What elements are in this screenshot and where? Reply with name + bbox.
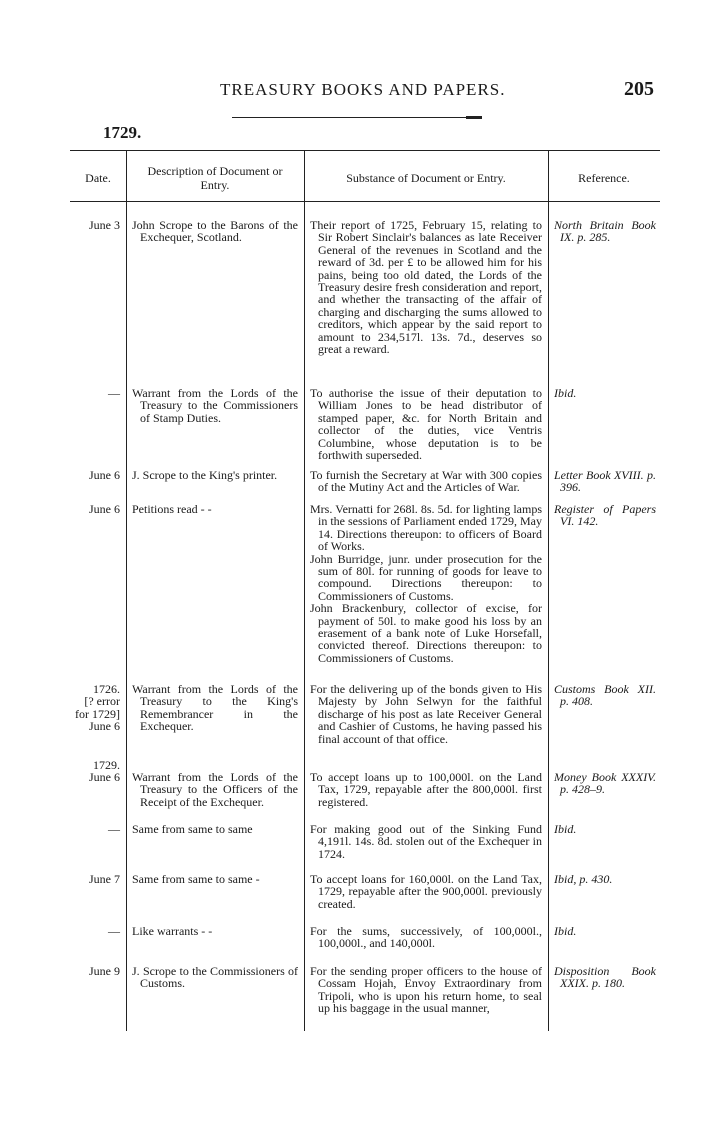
entry-reference: Ibid. (554, 924, 577, 938)
date-line: June 6 (89, 770, 120, 785)
entry-description: Warrant from the Lords of the Treasury to the Commissioners of Stamp Duties. (132, 386, 298, 425)
entry-description: Same from same to same (132, 822, 253, 836)
entry-date: — (108, 924, 120, 938)
entry-date: — (108, 386, 120, 400)
petition-entry: Mrs. Vernatti for 268l. 8s. 5d. for lighting lamps in the sessions of Parliament ended 1729, May 14. Directions thereupon: to officers of Board of Works. (310, 502, 542, 554)
date-line: for 1729] (75, 706, 120, 721)
column-divider (548, 151, 549, 1031)
entry-reference: Letter Book XVIII. p. 396. (554, 468, 656, 495)
column-header-reference: Reference. (578, 171, 630, 185)
entry-date: June 6 (89, 502, 120, 516)
page-number: 205 (624, 78, 654, 100)
entry-reference: Register of Papers VI. 142. (554, 502, 656, 529)
entry-reference: Disposition Book XXIX. p. 180. (554, 964, 656, 991)
running-title: TREASURY BOOKS AND PAPERS. (220, 80, 506, 99)
column-header-substance: Substance of Document or Entry. (346, 171, 506, 185)
entry-substance: To accept loans up to 100,000l. on the Land Tax, 1729, repayable after the 800,000l. first registered. (310, 770, 542, 809)
entry-date: June 6 (89, 468, 120, 482)
entry-substance: For the sending proper officers to the house of Cossam Hojah, Envoy Extraordinary from Tripoli, who is upon his return home, to seal up his baggage in the usual manner, (310, 964, 542, 1016)
petition-entry: John Burridge, junr. under prosecution for the sum of 80l. for running of goods for leave to compound. Directions thereupon: to Commissioners of Customs. (310, 551, 542, 603)
entry-description: Same from same to same - (132, 872, 260, 886)
entry-description: J. Scrope to the Commissioners of Customs. (132, 964, 298, 991)
records-table (70, 150, 660, 1031)
entry-description: Warrant from the Lords of the Treasury to the King's Remembrancer in the Exchequer. (132, 682, 298, 734)
petition-entry: John Brackenbury, collector of excise, for payment of 50l. to make good his loss by an erasement of a bank note of Luke Horsefall, convicted thereof. Directions thereupon: to Commissioners of Customs. (310, 601, 542, 665)
column-header-date: Date. (85, 171, 111, 185)
entry-reference: North Britain Book IX. p. 285. (554, 218, 656, 245)
entry-substance: To authorise the issue of their deputation to William Jones to be head distributor of stamped paper, &c. for North Britain and collector of the duties, vice Ventris Columbine, whose deputation is to be forthwith superseded. (310, 386, 542, 463)
entry-substance: To furnish the Secretary at War with 300 copies of the Mutiny Act and the Articles of War. (310, 468, 542, 495)
entry-reference: Customs Book XII. p. 408. (554, 682, 656, 709)
column-divider (126, 151, 127, 1031)
column-divider (304, 151, 305, 1031)
entry-date: June 9 (89, 964, 120, 978)
entry-substance: For making good out of the Sinking Fund 4,191l. 14s. 8d. stolen out of the Exchequer in 1724. (310, 822, 542, 861)
year-heading: 1729. (103, 123, 142, 142)
entry-substance: For the delivering up of the bonds given to His Majesty by John Selwyn for the faithful discharge of his post as late Receiver General and Cashier of Customs, he having passed his final account of that office. (310, 682, 542, 746)
entry-description: Warrant from the Lords of the Treasury to the Officers of the Receipt of the Exchequer. (132, 770, 298, 809)
entry-reference: Ibid. (554, 822, 577, 836)
date-line: 1729. (93, 758, 120, 772)
entry-description: John Scrope to the Barons of the Exchequer, Scotland. (132, 218, 298, 245)
entry-substance: To accept loans for 160,000l. on the Land Tax, 1729, repayable after the 900,000l. previously created. (310, 872, 542, 911)
entry-date (72, 759, 120, 784)
date-line: [? error (84, 694, 120, 709)
entry-description: Like warrants - - (132, 924, 213, 938)
entry-reference: Ibid, p. 430. (554, 872, 613, 886)
page-header (0, 80, 720, 104)
entry-date: — (108, 822, 120, 836)
entry-substance (310, 503, 542, 664)
entry-description: Petitions read - - (132, 502, 212, 516)
column-header-description: Description of Document or Entry. (147, 164, 283, 192)
entry-date: June 3 (89, 218, 120, 232)
entry-substance: For the sums, successively, of 100,000l., 100,000l., and 140,000l. (310, 924, 542, 951)
date-line: June 6 (89, 719, 120, 734)
entry-substance: Their report of 1725, February 15, relating to Sir Robert Sinclair's balances as late Receiver General of the revenues in Scotland and the reward of 3d. per £ to be allowed him for his pains, being too old dated, the Lords of the Treasury desire fresh consideration and report, and whether the transacting of the affair of charging and discharging the sums allowed to creditors, which appear by the said report to amount to 234,517l. 13s. 7d., deserves so great a reward. (310, 218, 542, 357)
entry-description: J. Scrope to the King's printer. (132, 468, 278, 482)
header-divider (70, 201, 660, 202)
date-line: 1726. (93, 682, 120, 696)
header-rule (232, 117, 482, 118)
entry-reference: Money Book XXXIV. p. 428–9. (554, 770, 656, 797)
entry-date: June 7 (89, 872, 120, 886)
entry-reference: Ibid. (554, 386, 577, 400)
entry-date (72, 683, 120, 733)
